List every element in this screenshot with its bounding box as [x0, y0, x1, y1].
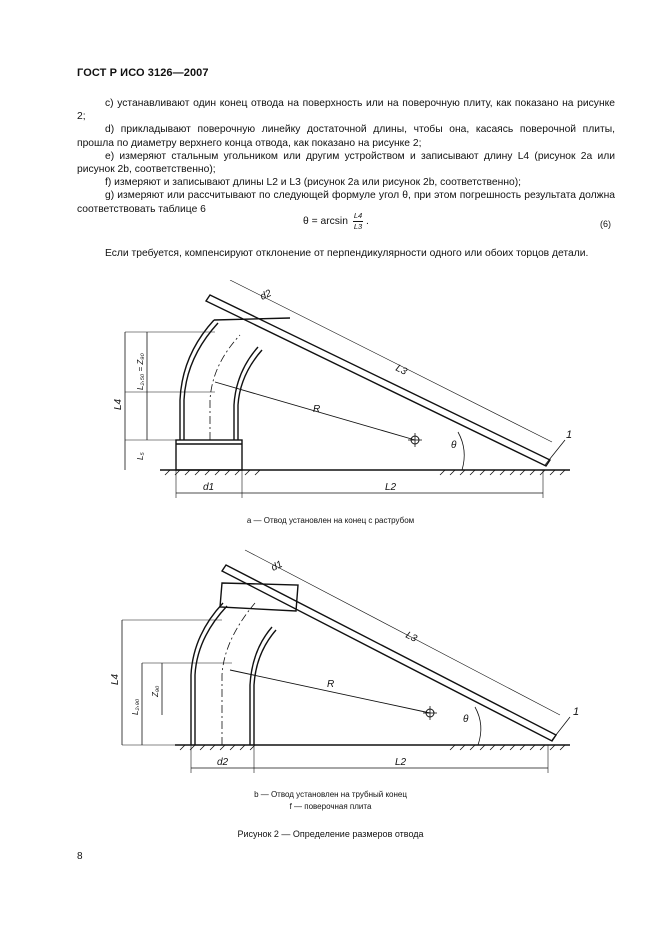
- fig-a-label-1: 1: [566, 429, 573, 441]
- surface-hatching: [180, 745, 565, 750]
- item-g: g) измеряют или рассчитывают по следующей формуле угол θ, при этом погрешность результата должна соответствовать таблице 6: [77, 190, 615, 215]
- document-header: ГОСТ Р ИСО 3126—2007: [77, 67, 209, 79]
- fig-a-label-R: R: [313, 404, 321, 415]
- fig-b-label-L3: L3: [403, 629, 419, 645]
- fig-a-label-L3: L3: [393, 362, 409, 378]
- figure-b-note: f — поверочная плита: [289, 802, 372, 811]
- fig-a-label-L5: L₅: [136, 452, 145, 460]
- item-f: f) измеряют и записывают длины L2 и L3 (рисунок 2a или рисунок 2b, соответственно);: [105, 177, 522, 189]
- fig-b-label-d2: d2: [217, 757, 229, 768]
- fig-b-label-theta: θ: [463, 714, 469, 725]
- fig-b-label-1: 1: [573, 706, 580, 718]
- fig-a-label-theta: θ: [451, 440, 457, 451]
- straightedge: [206, 295, 550, 466]
- fig-a-label-d2: d2: [258, 288, 274, 303]
- figure-b-caption: b — Отвод установлен на трубный конец: [254, 790, 407, 799]
- bend-outer-wall: [191, 603, 223, 745]
- fig-a-label-d1: d1: [203, 482, 215, 493]
- figure-title: Рисунок 2 — Определение размеров отвода: [237, 829, 424, 839]
- bend-inner-wall: [254, 630, 276, 745]
- compensation-paragraph: Если требуется, компенсируют отклонение от перпендикулярности одного или обоих торцов детали.: [105, 248, 589, 259]
- formula: [303, 211, 369, 232]
- formula-fraction: [353, 211, 363, 232]
- formula-end: .: [366, 216, 369, 228]
- figure-b-drawing: [0, 545, 661, 785]
- figure-a-drawing: [0, 280, 661, 520]
- fig-a-label-Lz: L₂,₅₀ = Z₉₀: [136, 353, 145, 390]
- fig-a-label-L2: L2: [385, 482, 397, 493]
- item-d: d) прикладывают поверочную линейку достаточной длины, чтобы она, касаясь поверочной плиты, прошла по диаметру верхнего конца отвода, как показано на рисунке 2;: [77, 124, 615, 149]
- formula-number: (6): [600, 219, 611, 229]
- fig-b-label-R: R: [327, 679, 335, 690]
- fig-b-label-L4: L4: [110, 673, 121, 685]
- item-c: c) устанавливают один конец отвода на поверхность или на поверочную плиту, как показано на рисунке 2;: [77, 98, 615, 123]
- formula-denominator: L3: [353, 222, 363, 231]
- formula-lhs: θ = arcsin: [303, 216, 348, 228]
- formula-numerator: L4: [353, 211, 363, 220]
- instruction-list: [77, 97, 615, 216]
- fig-a-label-L4: L4: [113, 398, 124, 410]
- figure-a-caption: a — Отвод установлен на конец с раструбом: [246, 516, 415, 525]
- item-e: e) измеряют стальным угольником или другим устройством и записывают длину L4 (рисунок 2a или рисунок 2b, соответственно);: [77, 150, 615, 176]
- page-number: 8: [77, 851, 83, 862]
- bend-outer-wall: [180, 320, 214, 440]
- fig-b-label-d1: d1: [269, 559, 285, 574]
- straightedge: [222, 565, 556, 741]
- surface-hatching: [165, 470, 565, 475]
- fig-b-label-Z: Z₉₀: [151, 685, 160, 697]
- fig-b-label-L2: L2: [395, 757, 407, 768]
- fig-b-label-Lz: L₂,₉₀: [131, 698, 140, 715]
- socket-end: [220, 583, 298, 611]
